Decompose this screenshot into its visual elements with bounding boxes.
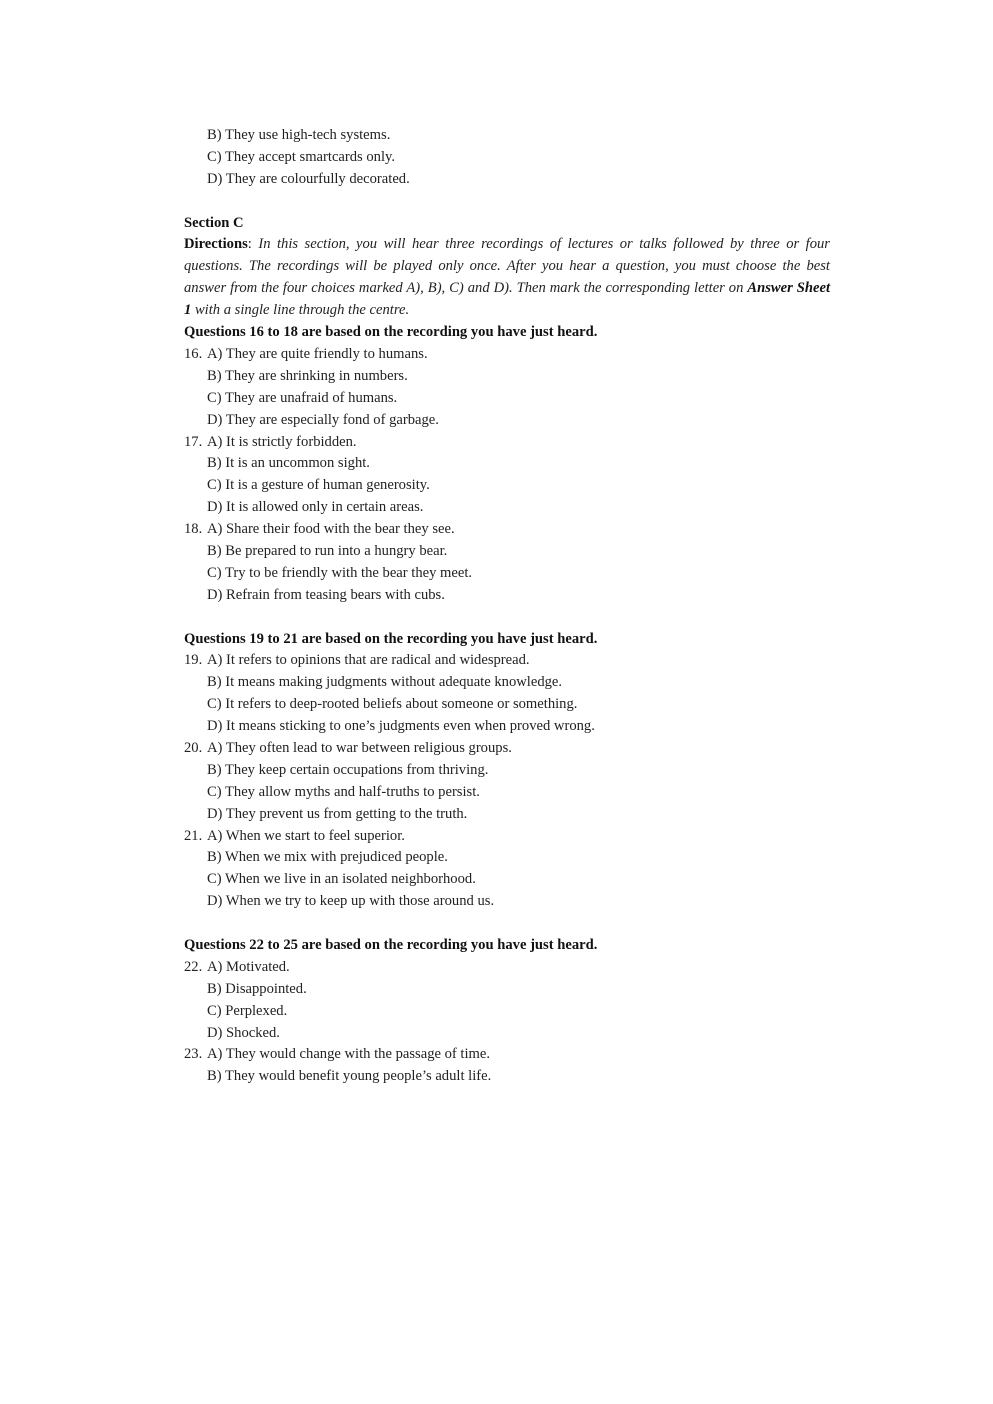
question-first-option — [184, 1044, 830, 1066]
option — [184, 388, 830, 410]
question-group — [184, 322, 830, 607]
option — [184, 541, 830, 563]
option-text: A) Motivated. — [207, 958, 290, 975]
directions-text: In this section, you will hear three recordings of lectures or talks followed by three or four questions. The recordings will be played only once. After you hear a question, you must choose the best answer from the four choices marked A), B), C) and D). Then mark the corresponding letter on — [184, 236, 830, 297]
option: B) They use high-tech systems. — [207, 127, 391, 143]
option-text: B) They are shrinking in numbers. — [207, 367, 408, 384]
directions-label: Directions — [184, 236, 248, 253]
question-first-option — [184, 432, 830, 454]
option — [184, 585, 830, 607]
option — [184, 847, 830, 869]
question-first-option — [184, 344, 830, 366]
question-number: 23. — [184, 1046, 203, 1063]
question-number: 22. — [184, 958, 203, 975]
option — [184, 366, 830, 388]
option-text: B) It means making judgments without adequate knowledge. — [207, 674, 563, 691]
option-text: A) It refers to opinions that are radical and widespread. — [207, 652, 530, 669]
option — [184, 475, 830, 497]
question-group — [184, 629, 830, 914]
option — [184, 869, 830, 891]
question-first-option — [184, 650, 830, 672]
option — [184, 760, 830, 782]
question-first-option — [184, 826, 830, 848]
question-number: 21. — [184, 827, 203, 844]
question-first-option — [184, 519, 830, 541]
option: C) They accept smartcards only. — [207, 148, 396, 165]
option — [184, 563, 830, 585]
option-text: A) They are quite friendly to humans. — [207, 345, 428, 362]
group-heading: Questions 19 to 21 are based on the recording you have just heard. — [184, 630, 598, 647]
question-first-option — [184, 957, 830, 979]
option-text: B) Be prepared to run into a hungry bear. — [207, 542, 448, 559]
option-text: B) Disappointed. — [207, 980, 307, 997]
prior-options — [184, 125, 830, 191]
option-text: A) When we start to feel superior. — [207, 827, 405, 844]
option-text: B) It is an uncommon sight. — [207, 455, 370, 472]
option-text: C) They are unafraid of humans. — [207, 389, 398, 406]
group-heading: Questions 16 to 18 are based on the recording you have just heard. — [184, 324, 598, 341]
option-text: C) Perplexed. — [207, 1002, 288, 1019]
option-text: D) It means sticking to one’s judgments even when proved wrong. — [207, 718, 595, 735]
option: D) They are colourfully decorated. — [207, 170, 410, 187]
option — [184, 1066, 830, 1088]
option-text: D) It is allowed only in certain areas. — [207, 499, 424, 516]
option-text: B) They would benefit young people’s adult life. — [207, 1068, 492, 1085]
directions-colon: : — [247, 236, 259, 253]
option-text: A) They would change with the passage of time. — [207, 1046, 491, 1063]
option-text: D) When we try to keep up with those around us. — [207, 893, 495, 910]
question-number: 20. — [184, 740, 203, 756]
option — [184, 410, 830, 432]
option-text: D) Refrain from teasing bears with cubs. — [207, 586, 445, 603]
option-text: C) It is a gesture of human generosity. — [207, 477, 430, 494]
option-text: D) They prevent us from getting to the truth. — [207, 805, 468, 822]
directions — [184, 234, 830, 322]
option-text: C) They allow myths and half-truths to persist. — [207, 783, 480, 800]
question-number: 17. — [184, 433, 203, 450]
option-text: A) Share their food with the bear they see. — [207, 521, 455, 538]
option-text: D) Shocked. — [207, 1024, 280, 1041]
option — [184, 497, 830, 519]
option-text: A) It is strictly forbidden. — [207, 433, 357, 450]
option — [184, 979, 830, 1001]
option-text: B) When we mix with prejudiced people. — [207, 849, 448, 866]
option-text: C) It refers to deep-rooted beliefs about someone or something. — [207, 696, 578, 713]
question-first-option — [184, 738, 830, 760]
option — [184, 891, 830, 913]
section-heading: Section C — [184, 214, 244, 231]
exam-page — [184, 125, 830, 1088]
option-text: C) When we live in an isolated neighborhood. — [207, 871, 476, 888]
option-text: D) They are especially fond of garbage. — [207, 411, 439, 428]
answer-sheet-label: Answer Sheet 1 — [184, 280, 831, 319]
group-heading: Questions 22 to 25 are based on the recording you have just heard. — [184, 937, 598, 954]
question-groups — [184, 322, 830, 1088]
option — [184, 1001, 830, 1023]
question-number: 18. — [184, 521, 203, 538]
directions-text-end: with a single line through the centre. — [191, 302, 410, 319]
question-number: 16. — [184, 345, 203, 362]
option — [184, 1023, 830, 1045]
option — [184, 716, 830, 738]
option-text: B) They keep certain occupations from thriving. — [207, 761, 489, 778]
option — [184, 694, 830, 716]
option-text: A) They often lead to war between religious groups. — [207, 740, 512, 756]
question-group — [184, 935, 830, 1088]
option — [184, 672, 830, 694]
option — [184, 453, 830, 475]
option — [184, 804, 830, 826]
option — [184, 782, 830, 804]
option-text: C) Try to be friendly with the bear they meet. — [207, 564, 473, 581]
question-number: 19. — [184, 652, 203, 669]
